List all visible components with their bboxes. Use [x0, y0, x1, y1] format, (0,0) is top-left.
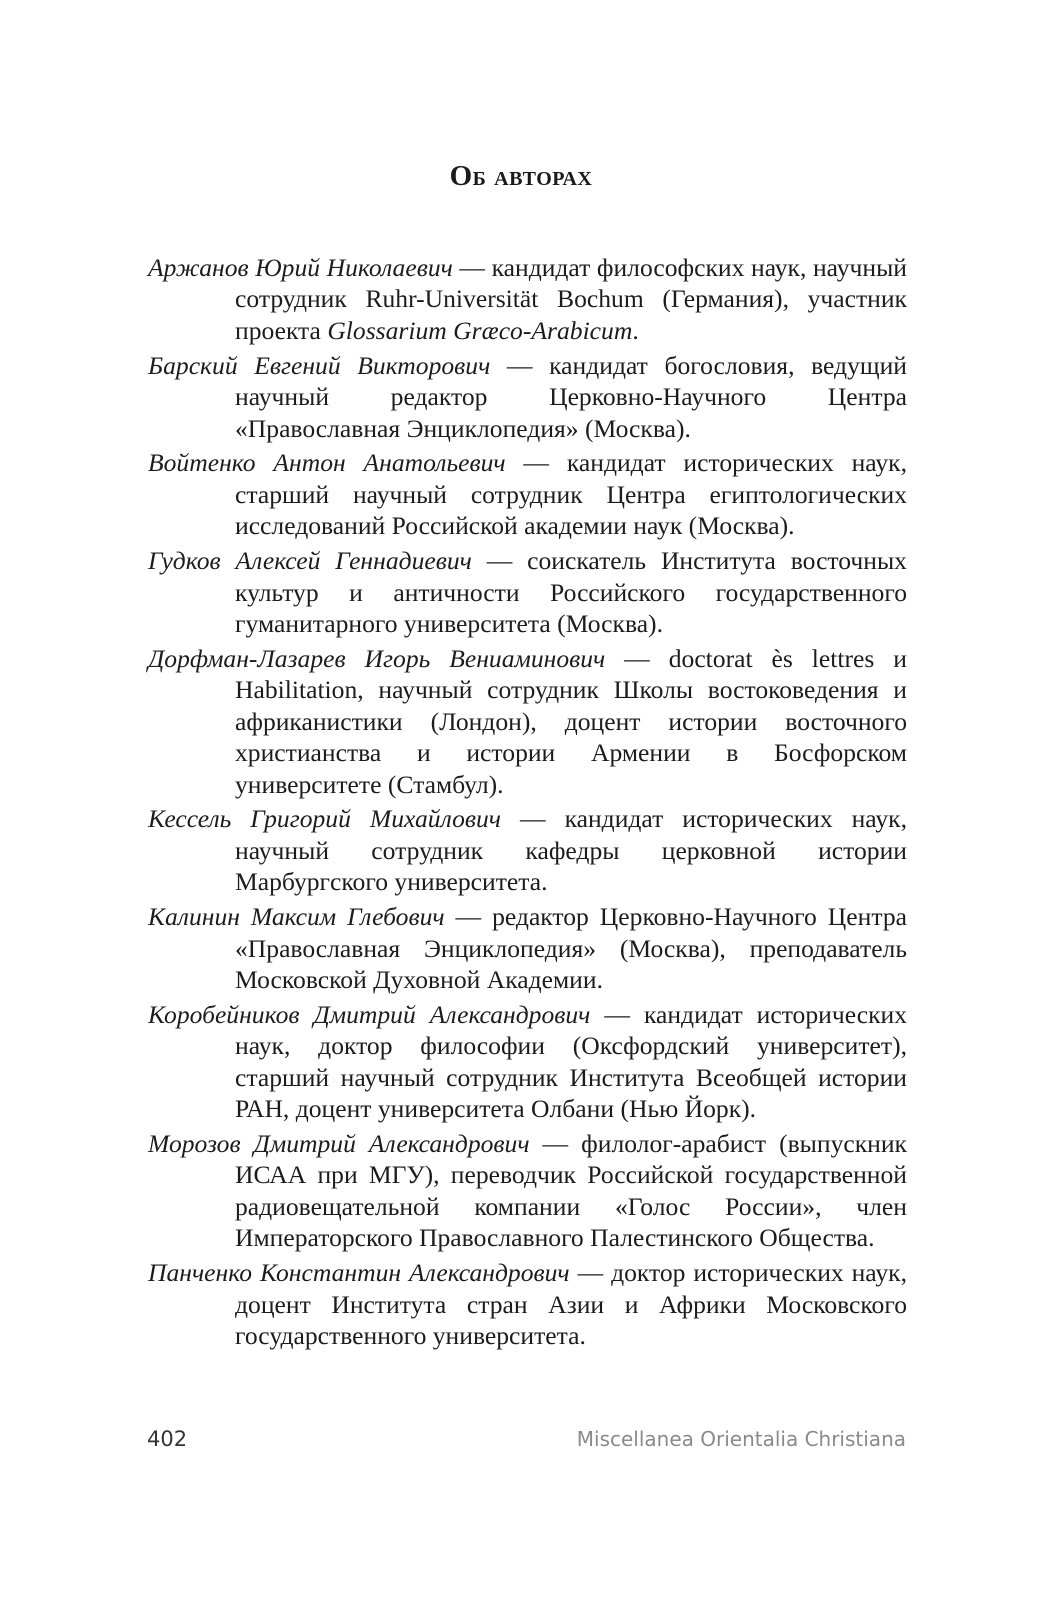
author-name: Войтенко Антон Анатольевич	[148, 448, 506, 478]
author-entry	[148, 350, 907, 444]
page-title: Об авторах	[449, 160, 593, 192]
author-entry	[148, 901, 907, 995]
author-name: Панченко Константин Александрович	[148, 1258, 570, 1288]
author-entry	[148, 803, 907, 897]
project-name: Glossarium Græco-Arabicum	[327, 315, 633, 345]
author-name: Морозов Дмитрий Александрович	[148, 1128, 530, 1158]
author-description: — doctorat ès lettres и Habilitation, научный сотрудник Школы востоковедения и африканистики (Лондон), доцент истории восточного христианства и истории Армении в Босфорском университете (Стамбул).	[235, 643, 907, 799]
author-description: — доктор исторических наук, доцент Института стран Азии и Африки Московского государственного университета.	[235, 1258, 907, 1350]
author-description: — кандидат исторических наук, старший научный сотрудник Центра египтологических исследований Российской академии наук (Москва).	[235, 448, 907, 541]
author-description-end: .	[632, 315, 639, 345]
author-entry	[148, 1257, 907, 1351]
author-entry	[148, 545, 907, 639]
page-number: 402	[147, 1427, 188, 1451]
author-name: Гудков Алексей Геннадиевич	[148, 546, 472, 576]
author-description: — кандидат философских наук, научный сотрудник Ruhr-Universität Bochum (Германия), участник проекта	[235, 253, 907, 345]
author-description: — кандидат исторических наук, доктор философии (Оксфордский университет), старший научный сотрудник Института Всеобщей истории РАН, доцент университета Олбани (Нью Йорк).	[235, 999, 907, 1124]
author-name: Барский Евгений Викторович	[148, 350, 491, 380]
author-name: Калинин Максим Глебович	[148, 902, 445, 932]
author-name: Аржанов Юрий Николаевич	[148, 253, 453, 282]
author-description: — редактор Церковно-Научного Центра «Православная Энциклопедия» (Москва), преподаватель Московской Духовной Академии.	[235, 902, 907, 994]
author-entry	[148, 643, 907, 800]
author-name: Дорфман-Лазарев Игорь Вениаминович	[148, 643, 606, 673]
series-title: Miscellanea Orientalia Christiana	[576, 1427, 906, 1451]
author-entry	[148, 252, 907, 346]
author-entry	[148, 999, 907, 1125]
author-description: — филолог-арабист (выпускник ИСАА при МГУ), переводчик Российской государственной радиовещательной компании «Голос России», член Императорского Православного Палестинского Общества.	[235, 1128, 907, 1253]
author-name: Коробейников Дмитрий Александрович	[148, 999, 591, 1029]
author-description: — соискатель Института восточных культур и античности Российского государственного гуманитарного университета (Москва).	[235, 546, 907, 638]
author-entry	[148, 1128, 907, 1254]
author-entry	[148, 447, 907, 541]
author-description: — кандидат богословия, ведущий научный редактор Церковно-Научного Центра «Православная Энциклопедия» (Москва).	[235, 350, 907, 443]
author-description: — кандидат исторических наук, научный сотрудник кафедры церковной истории Марбургского университета.	[235, 804, 907, 897]
author-name: Кессель Григорий Михайлович	[148, 804, 501, 834]
author-list	[148, 252, 907, 1355]
